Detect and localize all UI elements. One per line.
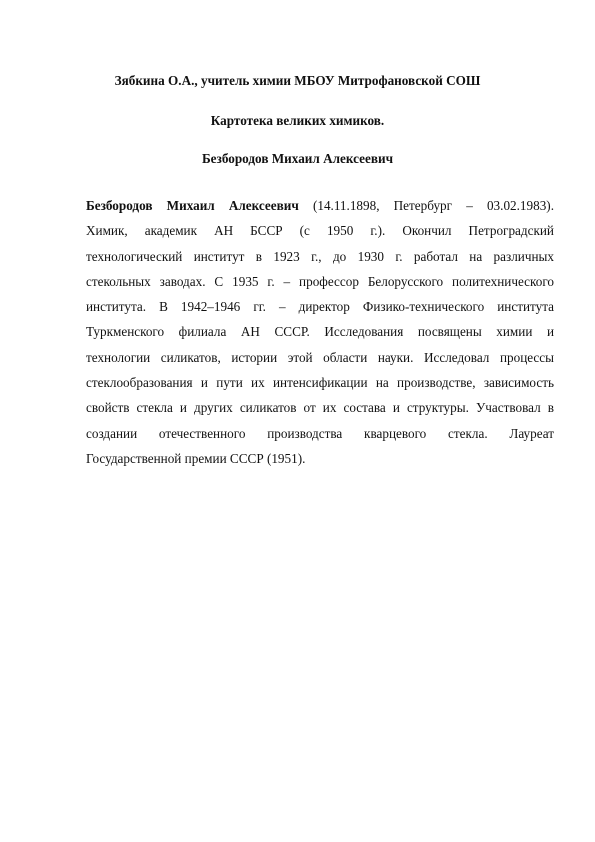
author-line: Зябкина О.А., учитель химии МБОУ Митрофановской СОШ	[114, 73, 481, 88]
paragraph-line: стекольных заводах. С 1935 г. – профессор Белорусского политехнического	[86, 273, 554, 289]
paragraph-line: стеклообразования и пути их интенсификации на производстве, зависимость	[86, 375, 554, 391]
biography-paragraph	[86, 193, 554, 471]
paragraph-line: технологии силикатов, истории этой области науки. Исследовал процессы	[86, 349, 554, 365]
paragraph-line: создании отечественного производства кварцевого стекла. Лауреат	[86, 425, 554, 441]
paragraph-line: технологический институт в 1923 г., до 1930 г. работал на различных	[86, 248, 554, 264]
paragraph-line: Государственной премии СССР (1951).	[86, 450, 306, 466]
paragraph-line: Туркменского филиала АН СССР. Исследования посвящены химии и	[86, 324, 554, 340]
paragraph-line: института. В 1942–1946 гг. – директор Физико-технического института	[86, 299, 554, 315]
paragraph-line	[86, 193, 554, 218]
collection-title: Картотека великих химиков.	[210, 113, 385, 128]
lead-name: Безбородов Михаил Алексеевич	[86, 198, 299, 213]
paragraph-line: свойств стекла и других силикатов от их состава и структуры. Участвовал в	[86, 400, 554, 416]
paragraph-line: Химик, академик АН БССР (с 1950 г.). Окончил Петроградский	[86, 223, 554, 239]
lead-dates: (14.11.1898, Петербург – 03.02.1983).	[298, 198, 554, 213]
person-name-heading: Безбородов Михаил Алексеевич	[201, 151, 394, 166]
